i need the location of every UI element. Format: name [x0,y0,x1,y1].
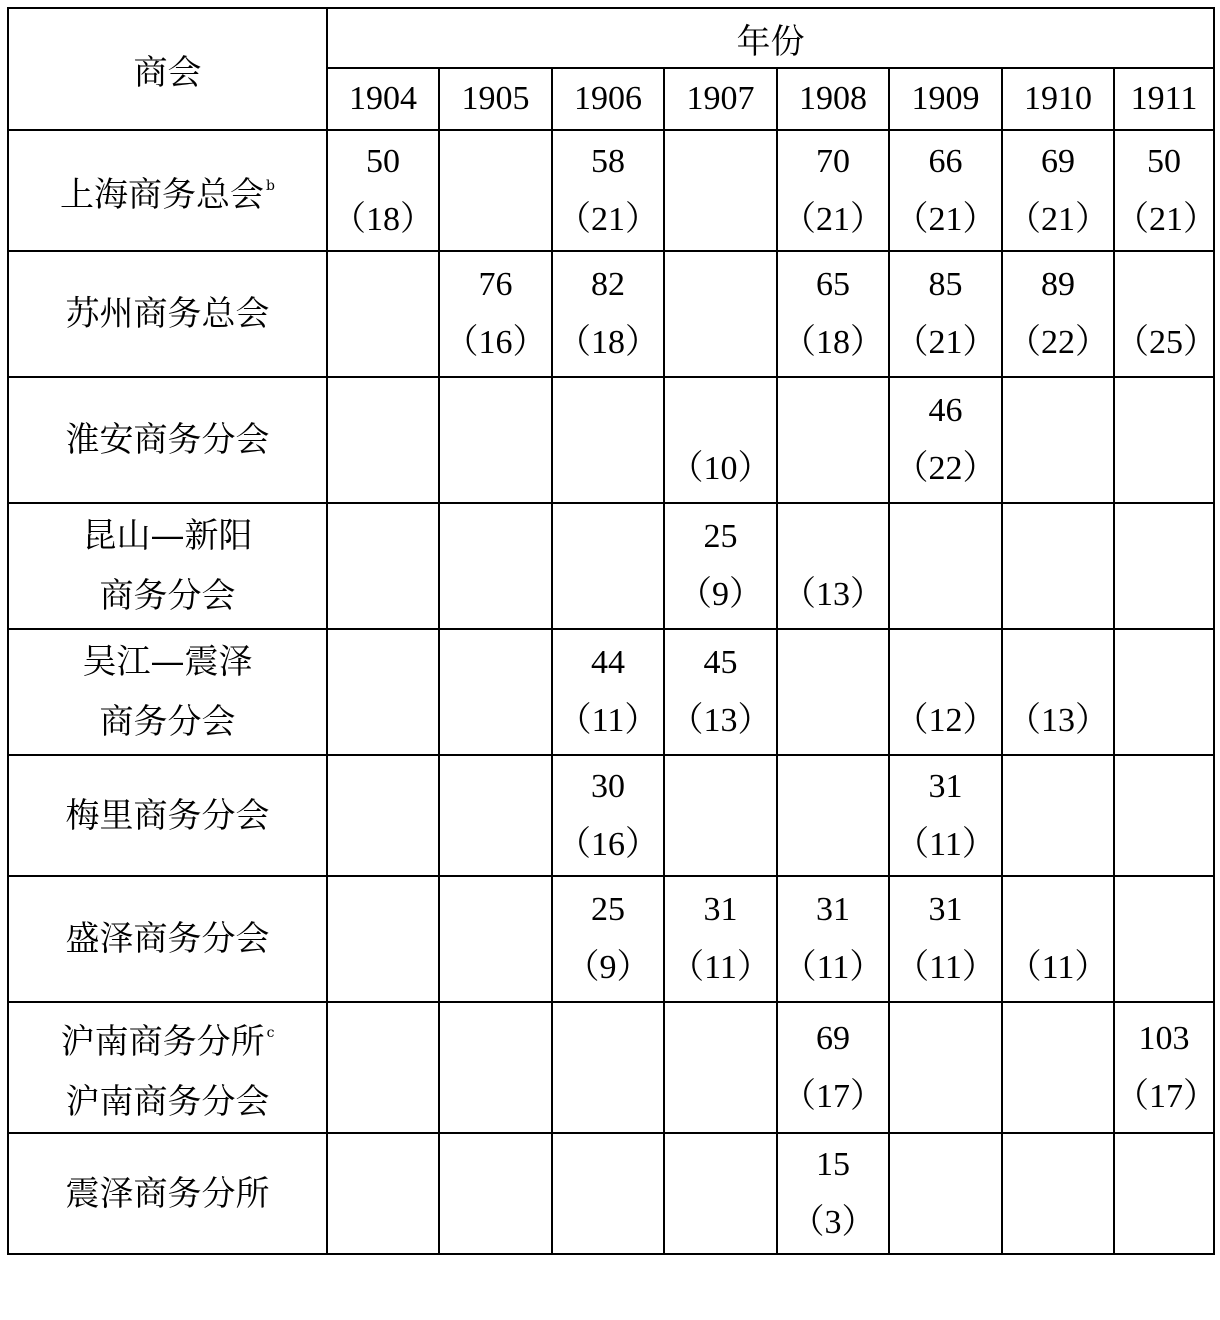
member-count: 31 [928,891,963,928]
table-row [8,503,1214,629]
association-name-line [9,1164,326,1224]
association-name [8,755,327,876]
member-count-cell [777,251,889,377]
member-count-cell [664,876,777,1002]
board-count: （13） [782,576,884,613]
member-count-cell [1114,876,1214,1002]
board-count: （21） [1007,200,1109,238]
association-name [8,503,327,629]
member-count-cell [327,1133,439,1254]
member-count-cell [1002,876,1114,1002]
member-count: 85 [928,266,963,303]
association-name-text: 盛泽商务分会 [65,919,270,959]
member-count-cell [439,1002,552,1133]
member-count-cell [439,251,552,377]
member-count-cell [664,1002,777,1133]
member-count-cell [552,130,664,251]
member-count-cell [889,251,1002,377]
table-row [8,876,1214,1002]
member-count: 31 [703,891,738,928]
member-count: 70 [816,142,850,180]
member-count-cell [1114,1133,1214,1254]
association-name [8,629,327,755]
association-name-line [9,156,326,225]
board-count: （11） [895,949,996,986]
member-count-cell [777,503,889,629]
member-count-cell [1002,755,1114,876]
member-count: 76 [478,266,513,303]
member-count: 69 [1041,142,1075,180]
member-count: 50 [366,142,400,180]
table-row [8,755,1214,876]
table-row [8,130,1214,251]
member-count-cell [552,251,664,377]
board-count: （16） [444,324,547,361]
member-count-cell [552,755,664,876]
member-count-cell [777,629,889,755]
board-count: （17） [1115,1077,1217,1115]
member-count-cell [552,629,664,755]
member-count-cell [439,377,552,503]
board-count: （18） [557,324,659,361]
footnote-marker: c [266,1025,275,1041]
member-count-cell [327,1002,439,1133]
member-count-cell [552,503,664,629]
board-count: （3） [790,1203,876,1241]
member-count-cell [327,377,439,503]
member-count-cell [552,1133,664,1254]
member-count-cell [664,377,777,503]
association-name-text: 淮安商务分会 [65,420,270,460]
member-count-cell [439,876,552,1002]
member-count: 66 [928,142,963,180]
table-row [8,1133,1214,1254]
member-count-cell [439,130,552,251]
member-count: 46 [928,392,963,429]
member-count-cell [1002,377,1114,503]
board-count: （11） [895,825,996,863]
member-count-cell [664,1133,777,1254]
member-count-cell [1002,1133,1114,1254]
association-name-text: 震泽商务分所 [65,1173,270,1214]
member-count [1003,634,1113,692]
member-count-cell [327,629,439,755]
board-count: （9） [678,576,763,613]
board-count: （25） [1115,324,1217,361]
member-count-cell [889,377,1002,503]
member-count-cell [1002,503,1114,629]
board-count: （11） [557,702,659,739]
board-count: （22） [894,450,997,487]
board-count: （11） [782,949,884,986]
association-name-text: 沪南商务分会 [65,1082,270,1122]
member-count-cell [439,503,552,629]
member-count-cell [889,1133,1002,1254]
association-name [8,251,327,377]
member-count: 45 [703,644,738,681]
member-count [665,382,776,440]
member-count-cell [889,130,1002,251]
table-row [8,1002,1214,1133]
member-count-cell [1114,377,1214,503]
year-column-header: 1904 [327,68,439,130]
board-count: （21） [1115,200,1217,238]
association-name-line [9,566,326,626]
board-count: （12） [894,702,997,739]
board-count: （18） [782,324,884,361]
association-name-line [9,284,326,344]
association-name-text: 沪南商务分所 [60,1022,265,1062]
board-count: （11） [1007,949,1109,986]
association-name-text: 商务分会 [99,576,236,616]
board-count: （9） [565,949,651,986]
association-name-line [9,1072,326,1132]
association-name-line [9,1003,326,1072]
board-count: （21） [894,324,997,361]
member-count-cell [327,503,439,629]
association-name [8,377,327,503]
year-column-header: 1906 [552,68,664,130]
member-count-cell [439,629,552,755]
member-count-cell [664,755,777,876]
association-name-line [9,692,326,752]
member-count-cell [439,1133,552,1254]
member-count-cell [664,130,777,251]
member-count: 44 [591,644,625,681]
member-count: 31 [928,767,963,805]
member-count [890,634,1001,692]
association-name-text: 苏州商务总会 [65,294,270,334]
member-count-cell [327,130,439,251]
association-name [8,130,327,251]
table-row [8,251,1214,377]
member-count-cell [664,503,777,629]
table-row [8,377,1214,503]
member-count-cell [327,755,439,876]
association-name-text: 吴江—震泽 [82,642,253,682]
year-column-header: 1905 [439,68,552,130]
member-count-cell [889,629,1002,755]
member-count-cell [1114,130,1217,251]
member-count [778,508,888,566]
footnote-marker: b [266,178,275,194]
association-name-text: 梅里商务分会 [65,795,270,836]
member-count: 15 [816,1145,850,1183]
year-column-header: 1909 [889,68,1002,130]
board-count: （21） [557,200,659,238]
table-row [8,629,1214,755]
member-count-cell [664,251,777,377]
association-name-line [9,410,326,470]
member-count-cell [552,377,664,503]
member-count-cell [889,1002,1002,1133]
association-name-text: 商务分会 [99,702,236,742]
member-count-cell [889,755,1002,876]
member-count-cell [327,876,439,1002]
member-count-cell [439,755,552,876]
association-name [8,876,327,1002]
association-name-line [9,786,326,846]
association-name-line [9,909,326,969]
member-count-cell [777,377,889,503]
member-count-cell [327,251,439,377]
association-name-line [9,632,326,692]
member-count-cell [777,1133,889,1254]
member-count: 58 [591,142,625,180]
board-count: （18） [332,200,434,238]
member-count-cell [1114,1002,1217,1133]
member-count [1003,881,1113,939]
member-count-cell [664,629,777,755]
board-count: （16） [557,825,659,863]
member-count: 82 [591,266,625,303]
member-count-cell [889,503,1002,629]
association-name-text: 上海商务总会 [60,175,265,215]
member-count-cell [1002,130,1114,251]
data-table [7,7,1215,1255]
year-header: 年份 [327,8,1214,68]
association-name [8,1002,327,1133]
member-count-cell [777,876,889,1002]
association-name-text: 昆山—新阳 [82,516,253,556]
year-column-header: 1910 [1002,68,1114,130]
member-count [1115,256,1213,314]
association-name-line [9,506,326,566]
member-count: 30 [591,767,625,805]
association-header: 商会 [8,8,327,130]
member-count-cell [1114,251,1217,377]
year-column-header: 1908 [777,68,889,130]
board-count: （21） [894,200,997,238]
member-count-cell [777,755,889,876]
member-count-cell [1114,503,1214,629]
member-count: 50 [1147,142,1181,180]
member-count-cell [1002,251,1114,377]
board-count: （22） [1007,324,1109,361]
member-count-cell [889,876,1002,1002]
member-count-cell [1002,629,1114,755]
member-count-cell [1002,1002,1114,1133]
board-count: （17） [782,1077,884,1115]
board-count: （21） [782,200,884,238]
association-name [8,1133,327,1254]
member-count: 103 [1138,1019,1190,1057]
board-count: （13） [669,702,772,739]
member-count: 31 [816,891,850,928]
member-count-cell [1114,755,1214,876]
member-count-cell [777,1002,889,1133]
member-count: 25 [591,891,625,928]
member-count: 65 [816,266,850,303]
board-count: （10） [669,450,772,487]
year-column-header: 1911 [1114,68,1214,130]
member-count: 25 [703,518,738,555]
board-count: （13） [1007,702,1109,739]
member-count-cell [552,1002,664,1133]
member-count-cell [1114,629,1214,755]
year-column-header: 1907 [664,68,777,130]
member-count-cell [777,130,889,251]
board-count: （11） [670,949,771,986]
member-count-cell [552,876,664,1002]
member-count: 89 [1041,266,1075,303]
member-count: 69 [816,1019,850,1057]
